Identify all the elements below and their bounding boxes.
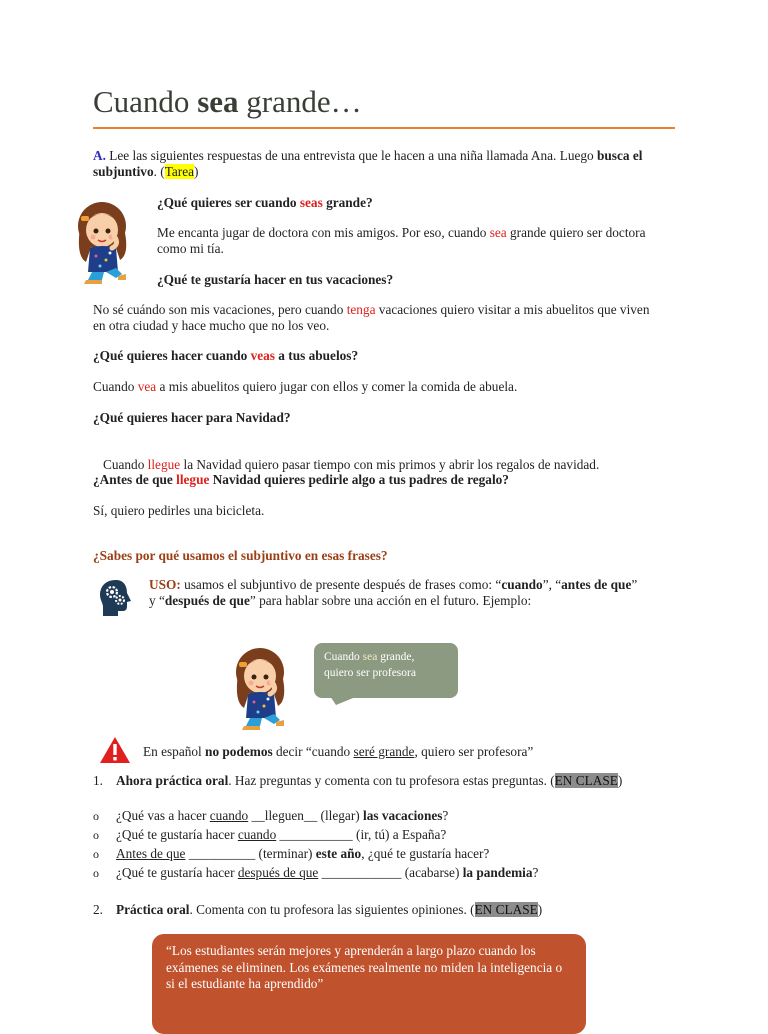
warning-text — [143, 744, 533, 760]
section-2-number: 2. — [93, 902, 103, 917]
item-bold: este año — [315, 846, 362, 861]
question-5 — [93, 472, 509, 488]
warning-icon — [99, 736, 131, 764]
uso-text: y “ — [149, 593, 165, 608]
item-text: ¿Qué te gustaría hacer — [116, 865, 238, 880]
list-item-text — [116, 827, 446, 843]
item-text: ¿Qué te gustaría hacer — [116, 827, 238, 842]
item-text: ? — [532, 865, 539, 880]
en-clase-tag: EN CLASE — [554, 773, 618, 788]
title-prefix: Cuando — [93, 84, 198, 119]
warning-underlined: seré grande — [353, 744, 415, 759]
en-clase-tag: EN CLASE — [474, 902, 538, 917]
opinion-quote-box — [152, 934, 586, 1034]
answer-4 — [93, 441, 599, 473]
section-1-end: ) — [617, 773, 623, 788]
uso-text: ” — [631, 577, 638, 592]
answer-3-text-2: a mis abuelitos quiero jugar con ellos y comer la comida de abuela. — [156, 379, 518, 394]
uso-paragraph — [149, 577, 679, 609]
intro-text: Lee las siguientes respuestas de una entrevista que le hacen a una niña llamada Ana. Luego — [105, 148, 598, 163]
section-1-text: . Haz preguntas y comenta con tu profesora estas preguntas. ( — [228, 773, 555, 788]
uso-keyword: antes de que — [561, 577, 632, 592]
warning-text-a: En español — [143, 744, 206, 759]
question-3-text: ¿Qué quieres hacer cuando — [93, 348, 251, 363]
intro-text-3: ) — [194, 164, 199, 179]
question-3-text-2: a tus abuelos? — [274, 348, 359, 363]
answer-2-text: No sé cuándo son mis vacaciones, pero cuando — [93, 302, 347, 317]
answer-2 — [93, 302, 663, 334]
subjunctive-word: veas — [250, 348, 275, 363]
subjunctive-word: vea — [137, 379, 157, 394]
list-bullet: o — [93, 809, 99, 823]
opinion-quote: “Los estudiantes serán mejores y aprenderán a largo plazo cuando los exámenes se eliminen. Los exámenes realmente no miden la inteligencia o si el estudiante ha aprendido” — [166, 943, 563, 991]
question-4: ¿Qué quieres hacer para Navidad? — [93, 410, 291, 425]
answer-1 — [157, 225, 647, 257]
question-1-text: ¿Qué quieres ser cuando — [157, 195, 300, 210]
question-5-text-2: Navidad quieres pedirle algo a tus padres de regalo? — [209, 472, 509, 487]
item-text: ? — [442, 808, 449, 823]
item-underlined: Antes de que — [116, 846, 186, 861]
list-item-text — [116, 865, 538, 881]
list-item-text — [116, 846, 489, 862]
title-divider — [93, 127, 675, 129]
answer-1-text: Me encanta jugar de doctora con mis amigos. Por eso, cuando — [157, 225, 490, 240]
section-2-end: ) — [537, 902, 543, 917]
question-1-text-2: grande? — [322, 195, 373, 210]
uso-text: ” para hablar sobre una acción en el futuro. Ejemplo: — [249, 593, 532, 608]
girl-illustration — [230, 642, 294, 734]
subjunctive-word: seas — [299, 195, 323, 210]
intro-text-2: . ( — [153, 164, 165, 179]
answer-3 — [93, 379, 517, 395]
list-item-text — [116, 808, 448, 824]
question-3 — [93, 348, 358, 364]
answer-4-text-2: la Navidad quiero pasar tiempo con mis primos y abrir los regalos de navidad. — [180, 457, 600, 472]
subjunctive-word: llegue — [176, 472, 210, 487]
question-2: ¿Qué te gustaría hacer en tus vacaciones? — [157, 272, 394, 287]
subjunctive-word: tenga — [346, 302, 376, 317]
bubble-line-2: quiero ser profesora — [324, 667, 416, 679]
section-1-heading — [116, 773, 622, 789]
section-1-bold: Ahora práctica oral — [116, 773, 229, 788]
subjunctive-word: llegue — [147, 457, 181, 472]
uso-text: ”, “ — [542, 577, 562, 592]
section-2-text: . Comenta con tu profesora las siguientes opiniones. ( — [189, 902, 475, 917]
answer-2-text-2: vacaciones quiero visitar a mis abuelitos que viven en otra ciudad y hace mucho que no los veo. — [93, 302, 650, 333]
question-5-text: ¿Antes de que — [93, 472, 177, 487]
list-bullet: o — [93, 866, 99, 880]
item-underlined: después de que — [237, 865, 319, 880]
subjunctive-word: sea — [489, 225, 507, 240]
item-text: __lleguen__ (llegar) — [248, 808, 364, 823]
uso-text: usamos el subjuntivo de presente después de frases como: “ — [180, 577, 502, 592]
answer-4-text: Cuando — [99, 457, 148, 472]
answer-3-text: Cuando — [93, 379, 138, 394]
item-bold: las vacaciones — [363, 808, 443, 823]
title-suffix: grande… — [238, 84, 362, 119]
bubble-text-2: grande, — [377, 651, 415, 663]
answer-5: Sí, quiero pedirles una bicicleta. — [93, 503, 265, 518]
uso-label: USO: — [149, 577, 181, 592]
item-underlined: cuando — [209, 808, 249, 823]
why-heading: ¿Sabes por qué usamos el subjuntivo en esas frases? — [93, 548, 388, 563]
warning-bold: no podemos — [205, 744, 273, 759]
warning-text-c: , quiero ser profesora” — [414, 744, 534, 759]
item-bold: la pandemia — [462, 865, 533, 880]
section-2-bold: Práctica oral — [116, 902, 190, 917]
item-text: ¿Qué vas a hacer — [116, 808, 210, 823]
list-bullet: o — [93, 828, 99, 842]
section-1-number: 1. — [93, 773, 103, 788]
section-letter: A. — [93, 148, 106, 163]
bubble-subjunctive: sea — [362, 651, 378, 663]
page-title — [93, 84, 362, 120]
uso-keyword: cuando — [501, 577, 543, 592]
list-bullet: o — [93, 847, 99, 861]
head-gears-icon — [98, 578, 134, 618]
speech-bubble-tail — [330, 696, 358, 705]
warning-text-b: decir “cuando — [272, 744, 354, 759]
item-text: ____________ (acabarse) — [318, 865, 463, 880]
title-bold: sea — [197, 84, 239, 119]
answer-1-text-2: grande quiero ser doctora como mi tía. — [157, 225, 646, 256]
item-underlined: cuando — [237, 827, 277, 842]
girl-illustration — [72, 196, 136, 288]
bubble-text: Cuando — [324, 651, 363, 663]
intro-paragraph — [93, 148, 675, 180]
tarea-tag: Tarea — [164, 164, 195, 179]
speech-bubble — [314, 643, 458, 698]
item-text: __________ (terminar) — [185, 846, 316, 861]
item-text: ___________ (ir, tú) a España? — [276, 827, 447, 842]
uso-keyword: después de que — [164, 593, 250, 608]
item-text: , ¿qué te gustaría hacer? — [361, 846, 490, 861]
section-2-heading — [116, 902, 542, 918]
question-1 — [157, 195, 373, 211]
intro-bold: busca el subjuntivo — [93, 148, 643, 179]
